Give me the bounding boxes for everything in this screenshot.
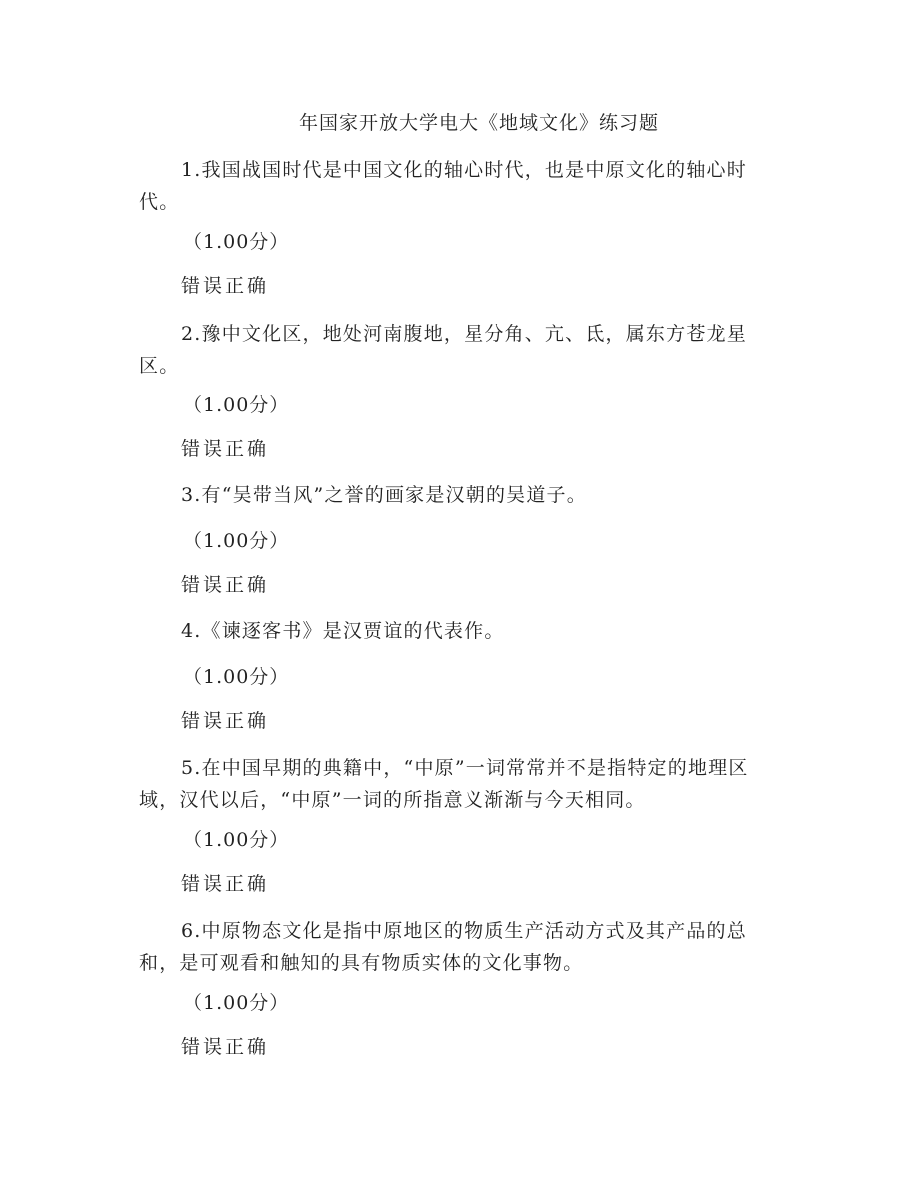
question-1-text: 1.我国战国时代是中国文化的轴心时代，也是中原文化的轴心时代。	[139, 159, 747, 213]
question-5-options: 错误正确	[181, 873, 270, 895]
question-6-text: 6.中原物态文化是指中原地区的物质生产活动方式及其产品的总和，是可观看和触知的具有物质实体的文化事物。	[139, 920, 747, 974]
question-3-score: （1.00分）	[183, 530, 290, 552]
question-2-text: 2.豫中文化区，地处河南腹地，星分角、亢、氐，属东方苍龙星区。	[139, 323, 747, 377]
question-4-score: （1.00分）	[183, 666, 290, 688]
question-6-options: 错误正确	[181, 1036, 270, 1058]
question-5-text: 5.在中国早期的典籍中，“中原”一词常常并不是指特定的地理区域，汉代以后，“中原”一词的所指意义渐渐与今天相同。	[139, 757, 749, 811]
question-4-options: 错误正确	[181, 710, 270, 732]
question-6-score: （1.00分）	[183, 992, 290, 1014]
question-3-text: 3.有“吴带当风”之誉的画家是汉朝的吴道子。	[181, 484, 587, 506]
question-3-options: 错误正确	[181, 574, 270, 596]
document-title: 年国家开放大学电大《地域文化》练习题	[298, 112, 659, 134]
question-2-score: （1.00分）	[183, 394, 290, 416]
question-5-score: （1.00分）	[183, 829, 290, 851]
question-1-options: 错误正确	[181, 275, 270, 297]
question-1-score: （1.00分）	[183, 231, 290, 253]
question-4-text: 4.《谏逐客书》是汉贾谊的代表作。	[181, 620, 505, 642]
question-2-options: 错误正确	[181, 438, 270, 460]
